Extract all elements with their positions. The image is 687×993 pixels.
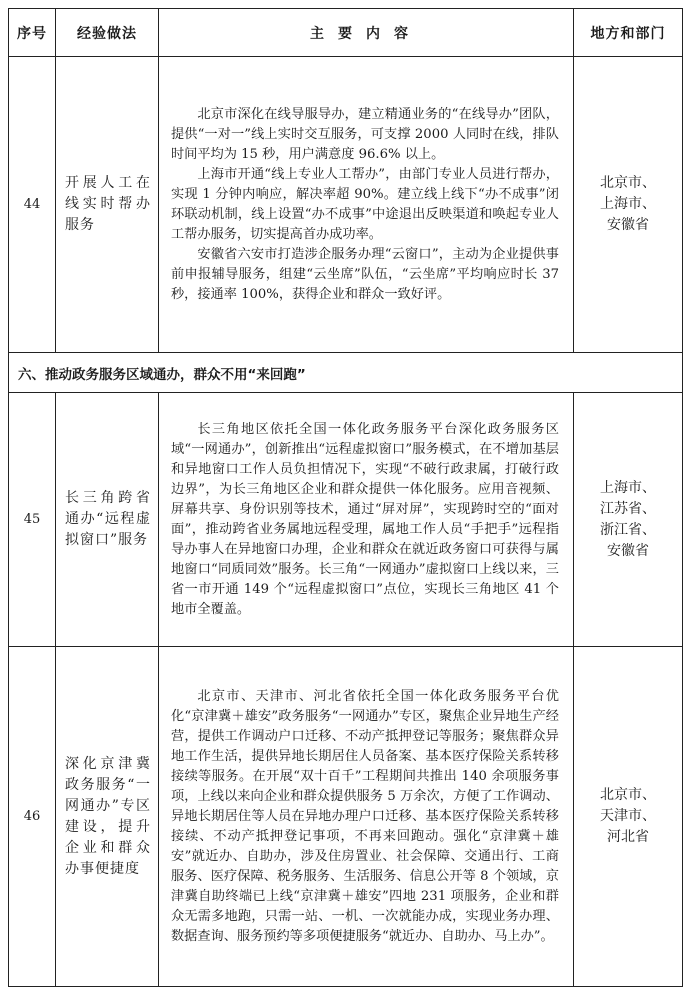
row-content: [159, 393, 574, 647]
content-paragraph: 上海市开通“线上专业人工帮办”，由部门专业人员进行帮办，实现 1 分钟内响应，解决率超 90%。建立线上线下“办不成事”闭环联动机制，线上设置“办不成事”中途退出反映渠道和唤起专业人工帮办服务，切实提高首办成功率。: [171, 166, 559, 242]
row-dept: [574, 393, 683, 647]
row-method: 开展人工在线实时帮办服务: [56, 57, 159, 353]
table-header-row: [9, 9, 683, 57]
dept-item: 北京市、: [600, 175, 656, 191]
table-row: [9, 57, 683, 353]
dept-item: 安徽省: [607, 542, 649, 559]
row-method: 长三角跨省通办“远程虚拟窗口”服务: [56, 393, 159, 647]
header-content: 主要内容: [159, 9, 574, 57]
row-number: 45: [9, 393, 56, 647]
row-number: 44: [9, 57, 56, 353]
table-row: [9, 647, 683, 987]
row-content: [159, 57, 574, 353]
dept-item: 上海市、: [600, 479, 656, 496]
content-paragraph: 安徽省六安市打造涉企服务办理“云窗口”，主动为企业提供事前申报辅导服务，组建“云坐席”队伍，“云坐席”平均响应时长 37 秒，接通率 100%，获得企业和群众一致好评。: [171, 246, 559, 302]
section-row: [9, 353, 683, 393]
row-dept: [574, 57, 683, 353]
row-method: 深化京津冀政务服务“一网通办”专区建设，提升企业和群众办事便捷度: [56, 647, 159, 987]
row-content: [159, 647, 574, 987]
section-title: 六、推动政务服务区域通办，群众不用“来回跑”: [9, 353, 683, 393]
row-number: 46: [9, 647, 56, 987]
dept-item: 天津市、: [600, 808, 656, 824]
header-dept: 地方和部门: [574, 9, 683, 57]
header-no: 序号: [9, 9, 56, 57]
dept-item: 河北省: [607, 829, 649, 845]
dept-item: 江苏省、: [600, 500, 656, 517]
dept-item: 安徽省: [607, 217, 649, 233]
content-paragraph: 长三角地区依托全国一体化政务服务平台深化政务服务区域“一网通办”，创新推出“远程虚拟窗口”服务模式，在不增加基层和异地窗口工作人员负担情况下，实现“不破行政隶属，打破行政边界”，为长三角地区企业和群众提供一体化服务。应用音视频、屏幕共享、身份识别等技术，通过“屏对屏”，实现跨时空的“面对面”，推动跨省业务属地远程受理，属地工作人员“手把手”远程指导办事人在异地窗口办理，企业和群众在就近政务窗口可获得与属地窗口“同质同效”服务。长三角“一网通办”虚拟窗口上线以来，三省一市开通 149 个“远程虚拟窗口”点位，实现长三角地区 41 个地市全覆盖。: [171, 421, 559, 617]
content-paragraph: 北京市、天津市、河北省依托全国一体化政务服务平台优化“京津冀＋雄安”政务服务“一网通办”专区，聚焦企业异地生产经营，提供工作调动户口迁移、不动产抵押登记等服务；聚焦群众异地工作生活，提供异地长期居住人员备案、基本医疗保险关系转移接续等服务。在开展“双十百千”工程期间共推出 140 余项服务事项，上线以来向企业和群众提供服务 5 万余次，方便了工作调动、异地长期居住等人员在异地办理户口迁移、基本医疗保险关系转移接续、不动产抵押登记事项，不再来回跑动。强化“京津冀＋雄安”就近办、自助办，涉及住房置业、社会保障、交通出行、工商服务、医疗保障、税务服务、生活服务、信息公开等 8 个领域，京津冀自助终端已上线“京津冀＋雄安”四地 231 项服务，企业和群众无需多地跑，只需一站、一机、一次就能办成，实现业务办理、数据查询、服务预约等多项便捷服务“就近办、自助办、马上办”。: [171, 688, 559, 944]
table-row: [9, 393, 683, 647]
dept-item: 上海市、: [600, 196, 656, 212]
dept-item: 北京市、: [600, 787, 656, 803]
header-method: 经验做法: [56, 9, 159, 57]
dept-item: 浙江省、: [600, 521, 656, 538]
content-paragraph: 北京市深化在线导服导办，建立精通业务的“在线导办”团队，提供“一对一”线上实时交互服务，可支撑 2000 人同时在线，排队时间平均为 15 秒，用户满意度 96.6% 以上。: [171, 106, 559, 162]
row-dept: [574, 647, 683, 987]
practice-table: [8, 8, 683, 987]
